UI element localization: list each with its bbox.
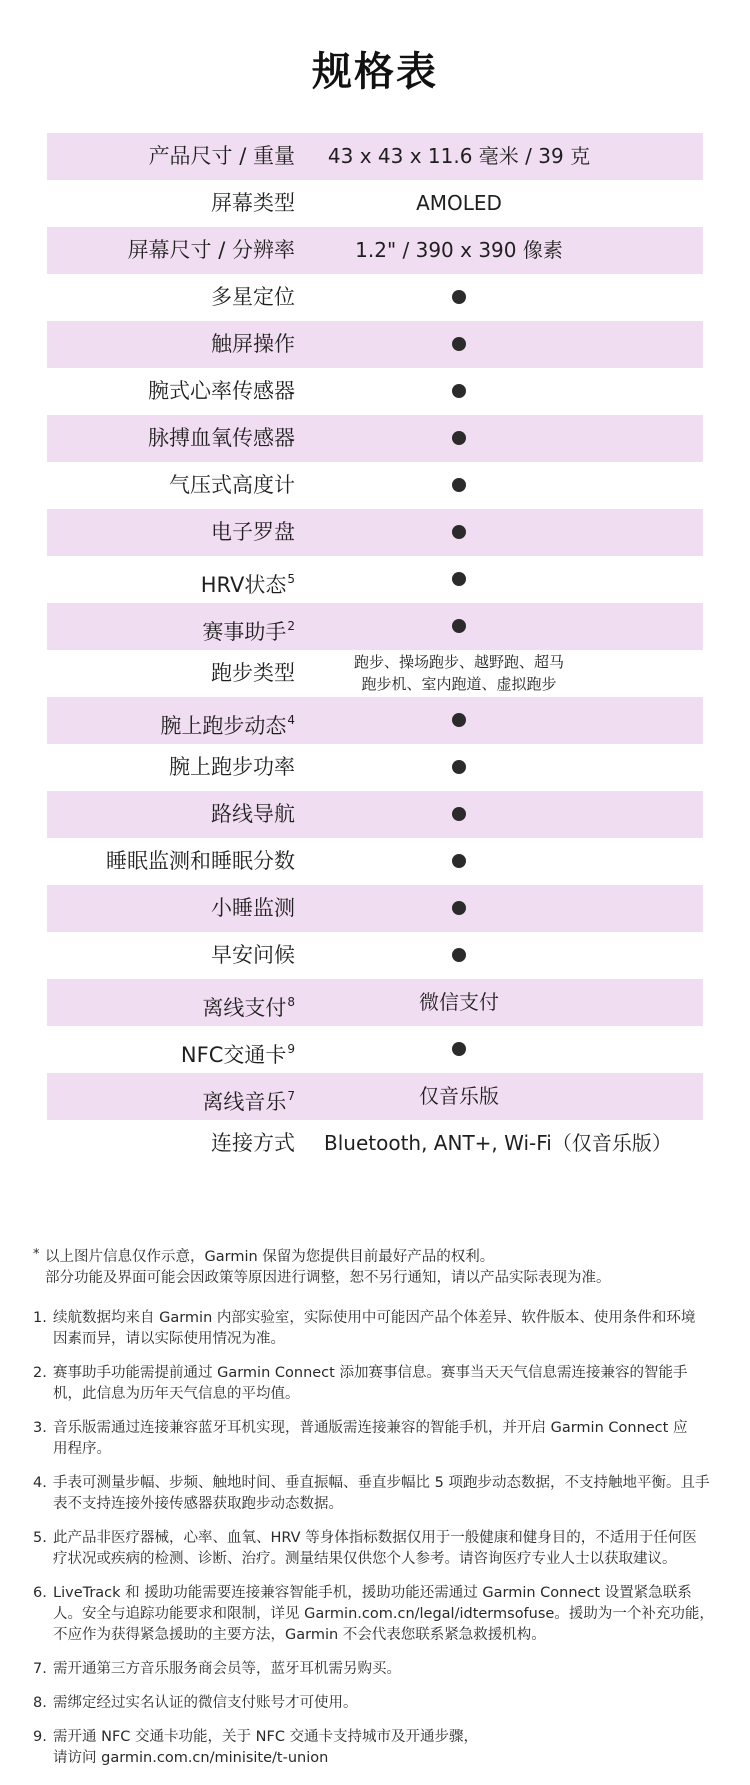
spec-label-text: 离线音乐 [202, 1090, 287, 1114]
spec-label-text: 腕上跑步动态 [160, 714, 287, 738]
footnote [33, 1473, 723, 1515]
disclaimer-line: 部分功能及界面可能会因政策等原因进行调整，恕不另行通知，请以产品实际表现为准。 [45, 1270, 611, 1286]
spec-label [160, 697, 295, 744]
spec-label-text: 产品尺寸 / 重量 [148, 144, 295, 168]
footnote-line: 请访问 garmin.com.cn/minisite/t-union [53, 1750, 329, 1766]
spec-row [47, 133, 703, 180]
footnote-line: 人。安全与追踪功能要求和限制，详见 Garmin.com.cn/legal/idtermsofuse。援助为一个补充功能， [53, 1606, 714, 1622]
spec-row [47, 744, 703, 791]
footnote-number: 3. [33, 1420, 47, 1436]
spec-row [47, 885, 703, 932]
spec-row [47, 791, 703, 838]
footnote-line: 需绑定经过实名认证的微信支付账号才可使用。 [53, 1695, 358, 1711]
spec-label-text: 小睡监测 [211, 896, 295, 920]
footnote-line: 续航数据均来自 Garmin 内部实验室，实际使用中可能因产品个体差异、软件版本、使用条件和环境 [53, 1310, 696, 1326]
supported-dot-icon [452, 713, 466, 727]
footnote-line: 需开通 NFC 交通卡功能，关于 NFC 交通卡支持城市及开通步骤， [53, 1729, 479, 1745]
footnote-line: 用程序。 [53, 1441, 111, 1457]
footnote-number: 1. [33, 1310, 47, 1326]
spec-value [324, 1026, 594, 1073]
supported-dot-icon [452, 337, 466, 351]
spec-row [47, 556, 703, 603]
footnote-ref: 2 [287, 619, 295, 633]
spec-label [106, 838, 295, 885]
spec-label-text: 腕上跑步功率 [169, 755, 295, 779]
spec-label [211, 791, 295, 838]
footnote-line: 赛事助手功能需提前通过 Garmin Connect 添加赛事信息。赛事当天天气信息需连接兼容的智能手 [53, 1365, 688, 1381]
footnote-number: 5. [33, 1530, 47, 1546]
spec-label-text: 屏幕类型 [211, 191, 295, 215]
spec-row [47, 368, 703, 415]
footnote [33, 1528, 723, 1570]
disclaimer [33, 1247, 723, 1289]
spec-label [211, 650, 295, 697]
spec-value: AMOLED [416, 191, 502, 215]
footnote-line: 因素而异，请以实际使用情况为准。 [53, 1331, 285, 1347]
spec-row [47, 603, 703, 650]
supported-dot-icon [452, 948, 466, 962]
footnote-line: 此产品非医疗器械，心率、血氧、HRV 等身体指标数据仅用于一般健康和健身目的，不适用于任何医 [53, 1530, 697, 1546]
spec-row [47, 274, 703, 321]
spec-label [211, 885, 295, 932]
spec-label-text: 屏幕尺寸 / 分辨率 [127, 238, 295, 262]
footnote-number: 8. [33, 1695, 47, 1711]
footnote [33, 1418, 723, 1460]
spec-label [149, 133, 295, 180]
spec-value: 微信支付 [419, 990, 499, 1014]
spec-label [211, 932, 295, 979]
spec-value-line: 跑步、操场跑步、越野跑、超马 [353, 653, 564, 671]
spec-value [324, 697, 594, 744]
spec-row [47, 415, 703, 462]
spec-label-text: 电子罗盘 [211, 520, 295, 544]
spec-label-text: 早安问候 [211, 943, 295, 967]
spec-label [128, 227, 295, 274]
spec-row [47, 932, 703, 979]
footnote-ref: 5 [287, 572, 295, 586]
spec-row [47, 1073, 703, 1120]
spec-row [47, 509, 703, 556]
spec-row [47, 838, 703, 885]
footnote-line: 音乐版需通过连接兼容蓝牙耳机实现，普通版需连接兼容的智能手机，并开启 Garmin Connect 应 [53, 1420, 688, 1436]
footnote-ref: 4 [287, 713, 295, 727]
spec-label [202, 979, 295, 1026]
spec-label [181, 1026, 295, 1073]
spec-value: Bluetooth, ANT+, Wi-Fi（仅音乐版） [324, 1131, 672, 1155]
spec-label [148, 368, 295, 415]
spec-label-text: 离线支付 [202, 996, 287, 1020]
spec-row [47, 1120, 703, 1167]
footnote [33, 1727, 723, 1769]
spec-label-text: 触屏操作 [211, 332, 295, 356]
asterisk-mark: * [33, 1247, 40, 1262]
supported-dot-icon [452, 478, 466, 492]
page-title: 规格表 [312, 49, 438, 95]
footnote-number: 4. [33, 1475, 47, 1491]
supported-dot-icon [452, 290, 466, 304]
footnote-number: 9. [33, 1729, 47, 1745]
spec-label-text: 气压式高度计 [169, 473, 295, 497]
supported-dot-icon [452, 807, 466, 821]
spec-value [324, 932, 594, 979]
spec-row [47, 180, 703, 227]
spec-label-text: 路线导航 [211, 802, 295, 826]
supported-dot-icon [452, 431, 466, 445]
spec-label-text: 腕式心率传感器 [148, 379, 295, 403]
spec-row [47, 462, 703, 509]
spec-value [324, 462, 594, 509]
footnote [33, 1308, 723, 1350]
supported-dot-icon [452, 854, 466, 868]
spec-label [201, 556, 295, 603]
footnote [33, 1363, 723, 1405]
spec-value [324, 885, 594, 932]
spec-value [324, 321, 594, 368]
spec-label [169, 462, 295, 509]
footnote [33, 1583, 723, 1646]
spec-value [324, 791, 594, 838]
spec-value [324, 368, 594, 415]
spec-value: 1.2" / 390 x 390 像素 [355, 238, 563, 262]
supported-dot-icon [452, 572, 466, 586]
supported-dot-icon [452, 901, 466, 915]
notes-section [33, 1247, 723, 1782]
footnote-line: 需开通第三方音乐服务商会员等，蓝牙耳机需另购买。 [53, 1661, 401, 1677]
footnote-line: 机，此信息为历年天气信息的平均值。 [53, 1386, 300, 1402]
footnote [33, 1659, 723, 1680]
footnote-ref: 8 [287, 995, 295, 1009]
spec-value: 43 x 43 x 11.6 毫米 / 39 克 [327, 144, 591, 168]
spec-label [202, 1073, 295, 1120]
spec-label [148, 415, 295, 462]
disclaimer-line: 以上图片信息仅作示意，Garmin 保留为您提供目前最好产品的权利。 [45, 1249, 495, 1265]
spec-row [47, 1026, 703, 1073]
footnote-line: LiveTrack 和 援助功能需要连接兼容智能手机，援助功能还需通过 Garmin Connect 设置紧急联系 [53, 1585, 692, 1601]
spec-value [324, 509, 594, 556]
spec-label [169, 744, 295, 791]
supported-dot-icon [452, 1042, 466, 1056]
footnote-line: 不应作为获得紧急援助的主要方法，Garmin 不会代表您联系紧急救援机构。 [53, 1627, 546, 1643]
spec-label-text: 跑步类型 [211, 661, 295, 685]
footnote [33, 1693, 723, 1714]
spec-value [324, 650, 594, 697]
spec-value [324, 274, 594, 321]
spec-label-text: 多星定位 [211, 285, 295, 309]
spec-row [47, 650, 703, 697]
spec-table [47, 133, 703, 1167]
spec-value [324, 415, 594, 462]
footnote-number: 7. [33, 1661, 47, 1677]
spec-row [47, 227, 703, 274]
spec-value [324, 556, 594, 603]
supported-dot-icon [452, 525, 466, 539]
spec-label-text: 连接方式 [211, 1131, 295, 1155]
footnote-line: 表不支持连接外接传感器获取跑步动态数据。 [53, 1496, 343, 1512]
spec-label-text: 脉搏血氧传感器 [148, 426, 295, 450]
spec-row [47, 697, 703, 744]
spec-label [211, 321, 295, 368]
spec-label [211, 274, 295, 321]
spec-value: 仅音乐版 [419, 1084, 499, 1108]
footnote-list [33, 1308, 723, 1769]
spec-label-text: 赛事助手 [202, 620, 287, 644]
supported-dot-icon [452, 619, 466, 633]
footnote-line: 手表可测量步幅、步频、触地时间、垂直振幅、垂直步幅比 5 项跑步动态数据，不支持触地平衡。且手 [53, 1475, 710, 1491]
spec-label [211, 1120, 295, 1167]
spec-row [47, 321, 703, 368]
spec-value-line: 跑步机、室内跑道、虚拟跑步 [361, 675, 557, 693]
spec-label-text: 睡眠监测和睡眠分数 [106, 849, 295, 873]
supported-dot-icon [452, 384, 466, 398]
footnote-ref: 9 [287, 1042, 295, 1056]
footnote-ref: 7 [287, 1089, 295, 1103]
spec-label [211, 180, 295, 227]
spec-row [47, 979, 703, 1026]
spec-value [324, 603, 594, 650]
footnote-number: 6. [33, 1585, 47, 1601]
spec-value [324, 838, 594, 885]
spec-label [202, 603, 295, 650]
spec-label-text: NFC交通卡 [180, 1043, 287, 1067]
spec-value [324, 744, 594, 791]
footnote-line: 疗状况或疾病的检测、诊断、治疗。测量结果仅供您个人参考。请咨询医疗专业人士以获取建议。 [53, 1551, 677, 1567]
spec-label-text: HRV状态 [200, 573, 287, 597]
spec-label [211, 509, 295, 556]
footnote-number: 2. [33, 1365, 47, 1381]
supported-dot-icon [452, 760, 466, 774]
